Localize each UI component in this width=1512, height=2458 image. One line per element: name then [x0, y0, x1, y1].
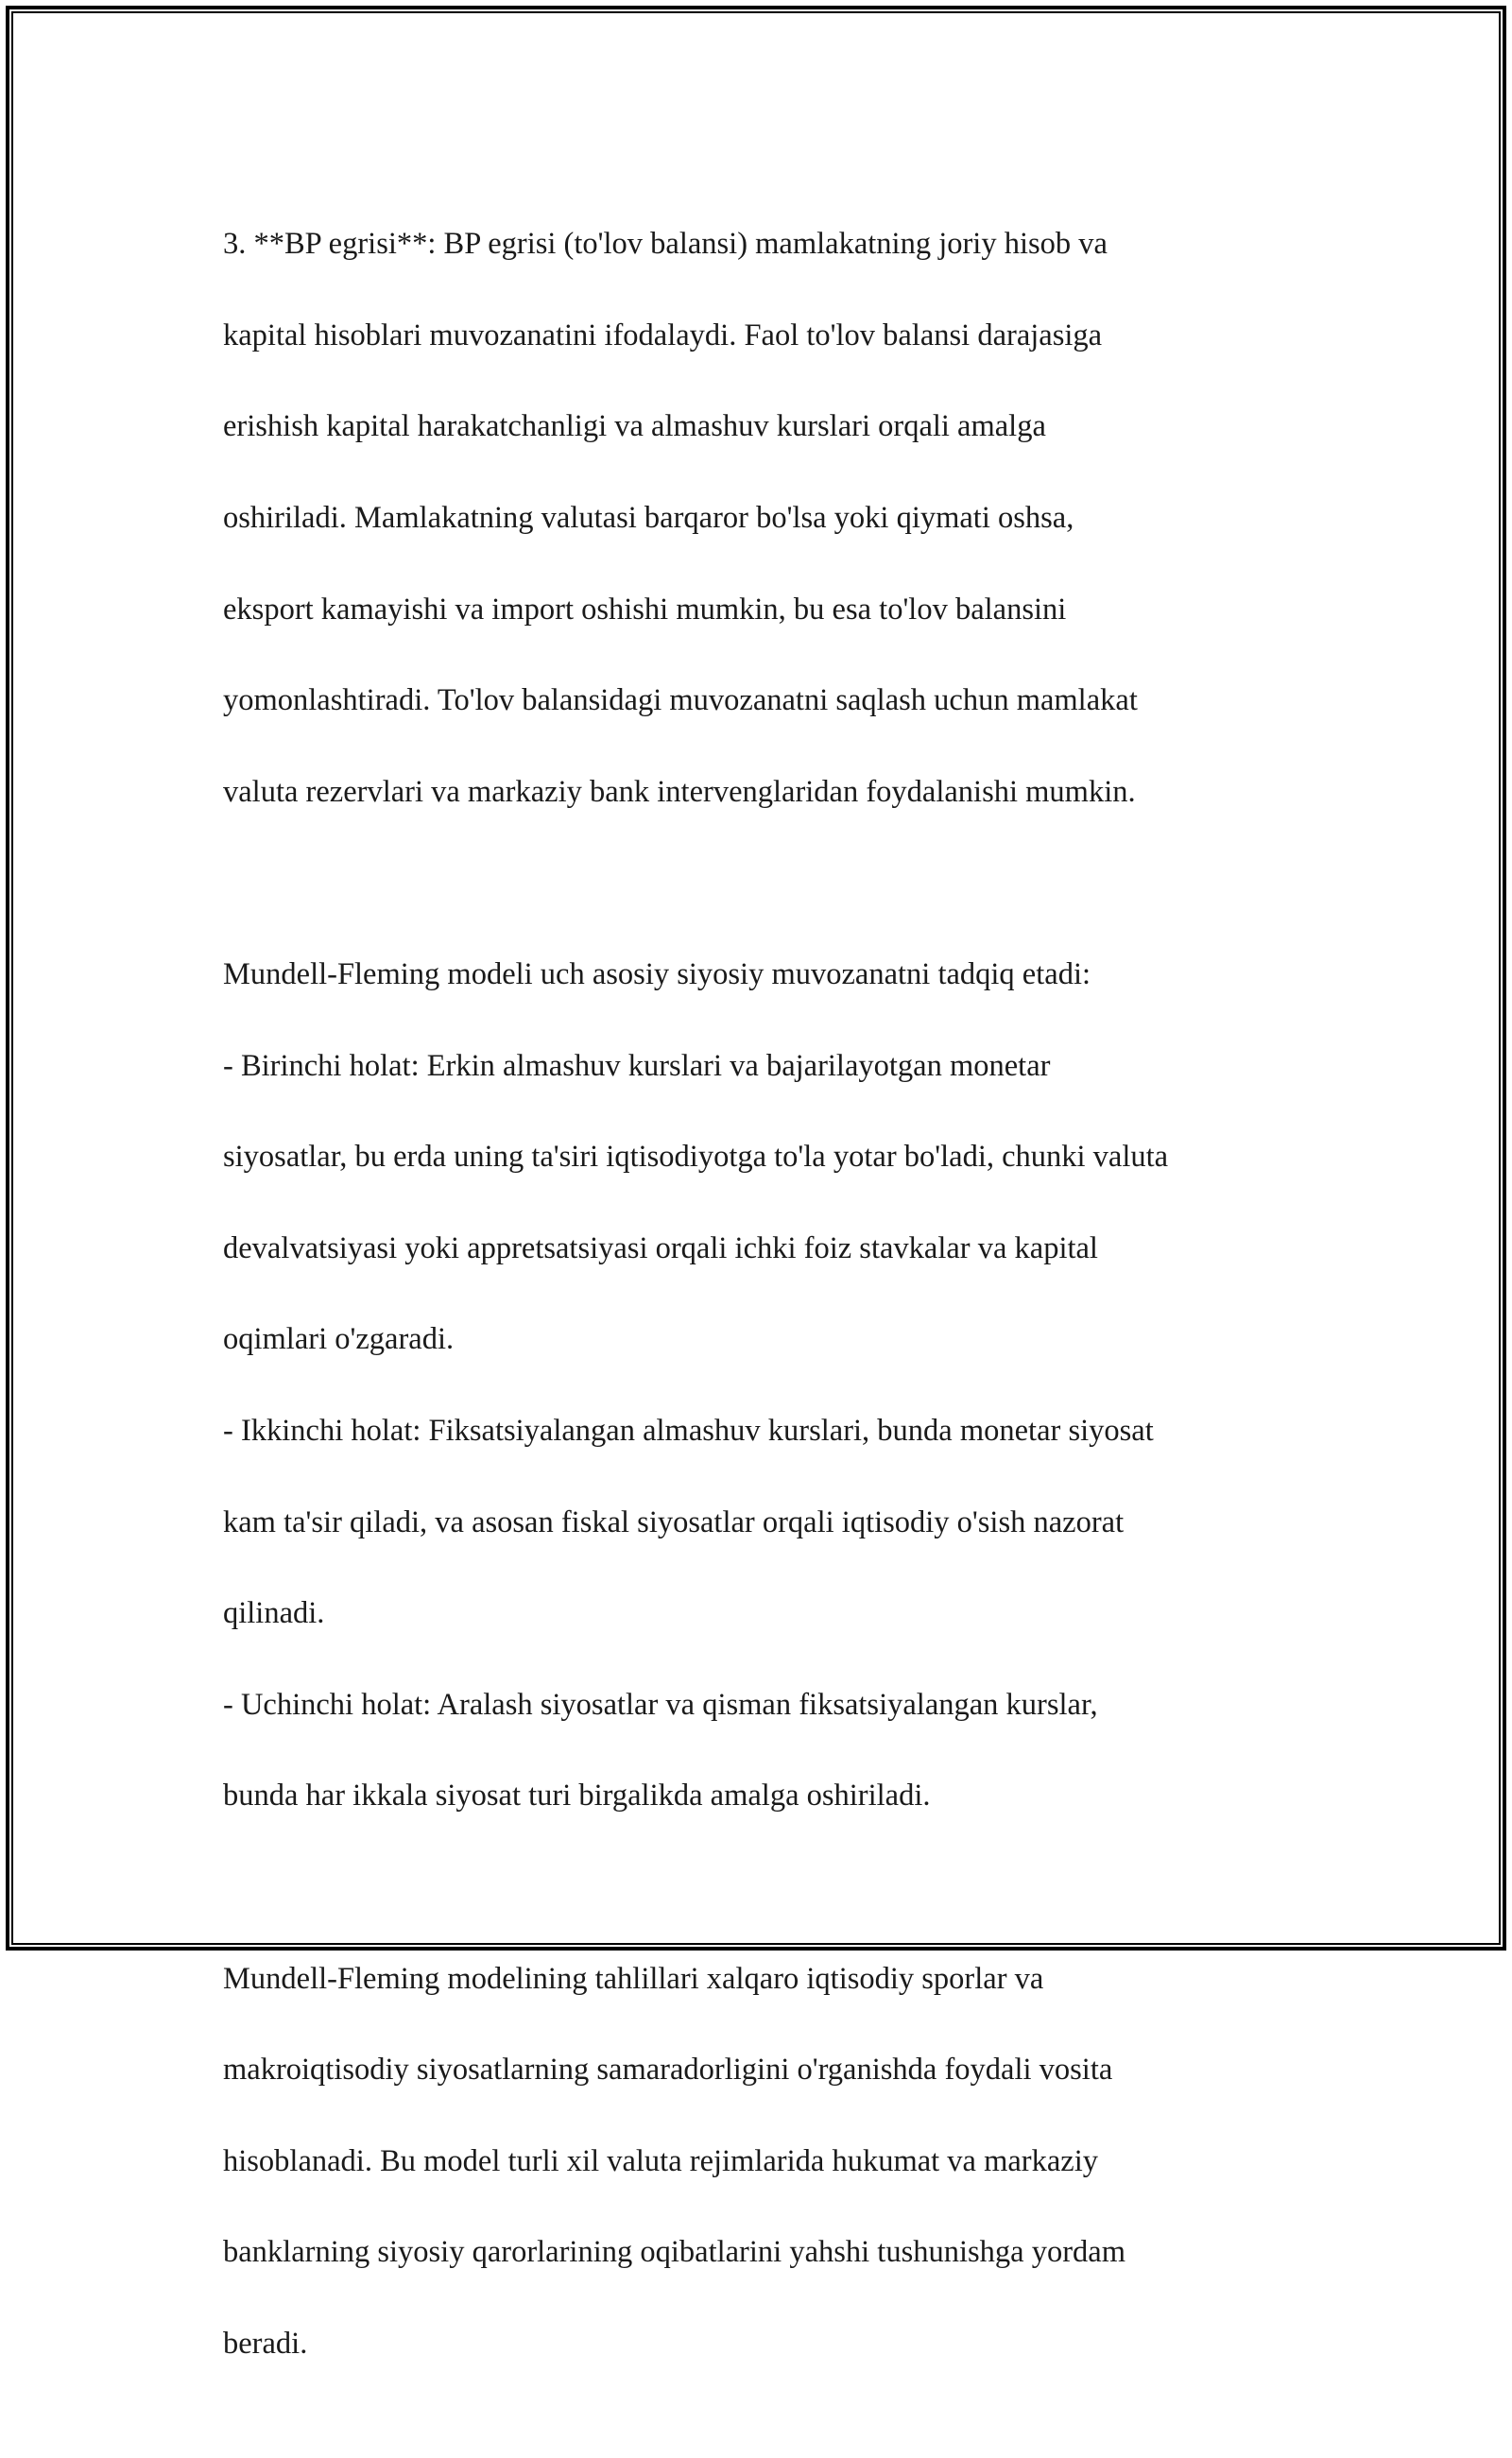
- document-body: [223, 176, 1300, 2458]
- text-line: eksport kamayishi va import oshishi mumkin, bu esa to'lov balansini: [223, 592, 1067, 627]
- text-line: kam ta'sir qiladi, va asosan fiskal siyosatlar orqali iqtisodiy o'sish nazorat: [223, 1504, 1125, 1539]
- text-line: - Uchinchi holat: Aralash siyosatlar va qisman fiksatsiyalangan kurslar,: [223, 1687, 1098, 1722]
- text-line: makroiqtisodiy siyosatlarning samaradorligini o'rganishda foydali vosita: [223, 2053, 1113, 2088]
- paragraph-policy-cases: [223, 906, 1300, 1865]
- paragraph-conclusion: [223, 1910, 1300, 2412]
- text-line: Mundell-Fleming modeli uch asosiy siyosiy muvozanatni tadqiq etadi:: [223, 957, 1091, 992]
- text-line: 3. **BP egrisi**: BP egrisi (to'lov balansi) mamlakatning joriy hisob va: [223, 227, 1108, 262]
- text-line: Mundell-Fleming modelining tahlillari xalqaro iqtisodiy sporlar va: [223, 1961, 1044, 1996]
- text-line: devalvatsiyasi yoki appretsatsiyasi orqali ichki foiz stavkalar va kapital: [223, 1230, 1098, 1265]
- text-line: yomonlashtiradi. To'lov balansidagi muvozanatni saqlash uchun mamlakat: [223, 683, 1138, 718]
- text-line: hisoblanadi. Bu model turli xil valuta rejimlarida hukumat va markaziy: [223, 2143, 1099, 2178]
- paragraph-bp-curve: [223, 176, 1300, 860]
- text-line: erishish kapital harakatchanligi va almashuv kurslari orqali amalga: [223, 409, 1046, 444]
- text-line: beradi.: [223, 2326, 308, 2361]
- text-line: oqimlari o'zgaradi.: [223, 1322, 455, 1357]
- text-line: valuta rezervlari va markaziy bank intervenglaridan foydalanishi mumkin.: [223, 774, 1136, 809]
- text-line: - Birinchi holat: Erkin almashuv kurslari va bajarilayotgan monetar: [223, 1048, 1051, 1083]
- text-line: oshiriladi. Mamlakatning valutasi barqaror bo'lsa yoki qiymati oshsa,: [223, 501, 1074, 536]
- text-line: qilinadi.: [223, 1596, 325, 1631]
- text-line: - Ikkinchi holat: Fiksatsiyalangan almashuv kurslari, bunda monetar siyosat: [223, 1414, 1154, 1449]
- text-line: kapital hisoblari muvozanatini ifodalaydi. Faol to'lov balansi darajasiga: [223, 318, 1103, 352]
- text-line: siyosatlar, bu erda uning ta'siri iqtisodiyotga to'la yotar bo'ladi, chunki valuta: [223, 1140, 1169, 1175]
- text-line: bunda har ikkala siyosat turi birgalikda amalga oshiriladi.: [223, 1779, 931, 1813]
- text-line: banklarning siyosiy qarorlarining oqibatlarini yahshi tushunishga yordam: [223, 2235, 1125, 2270]
